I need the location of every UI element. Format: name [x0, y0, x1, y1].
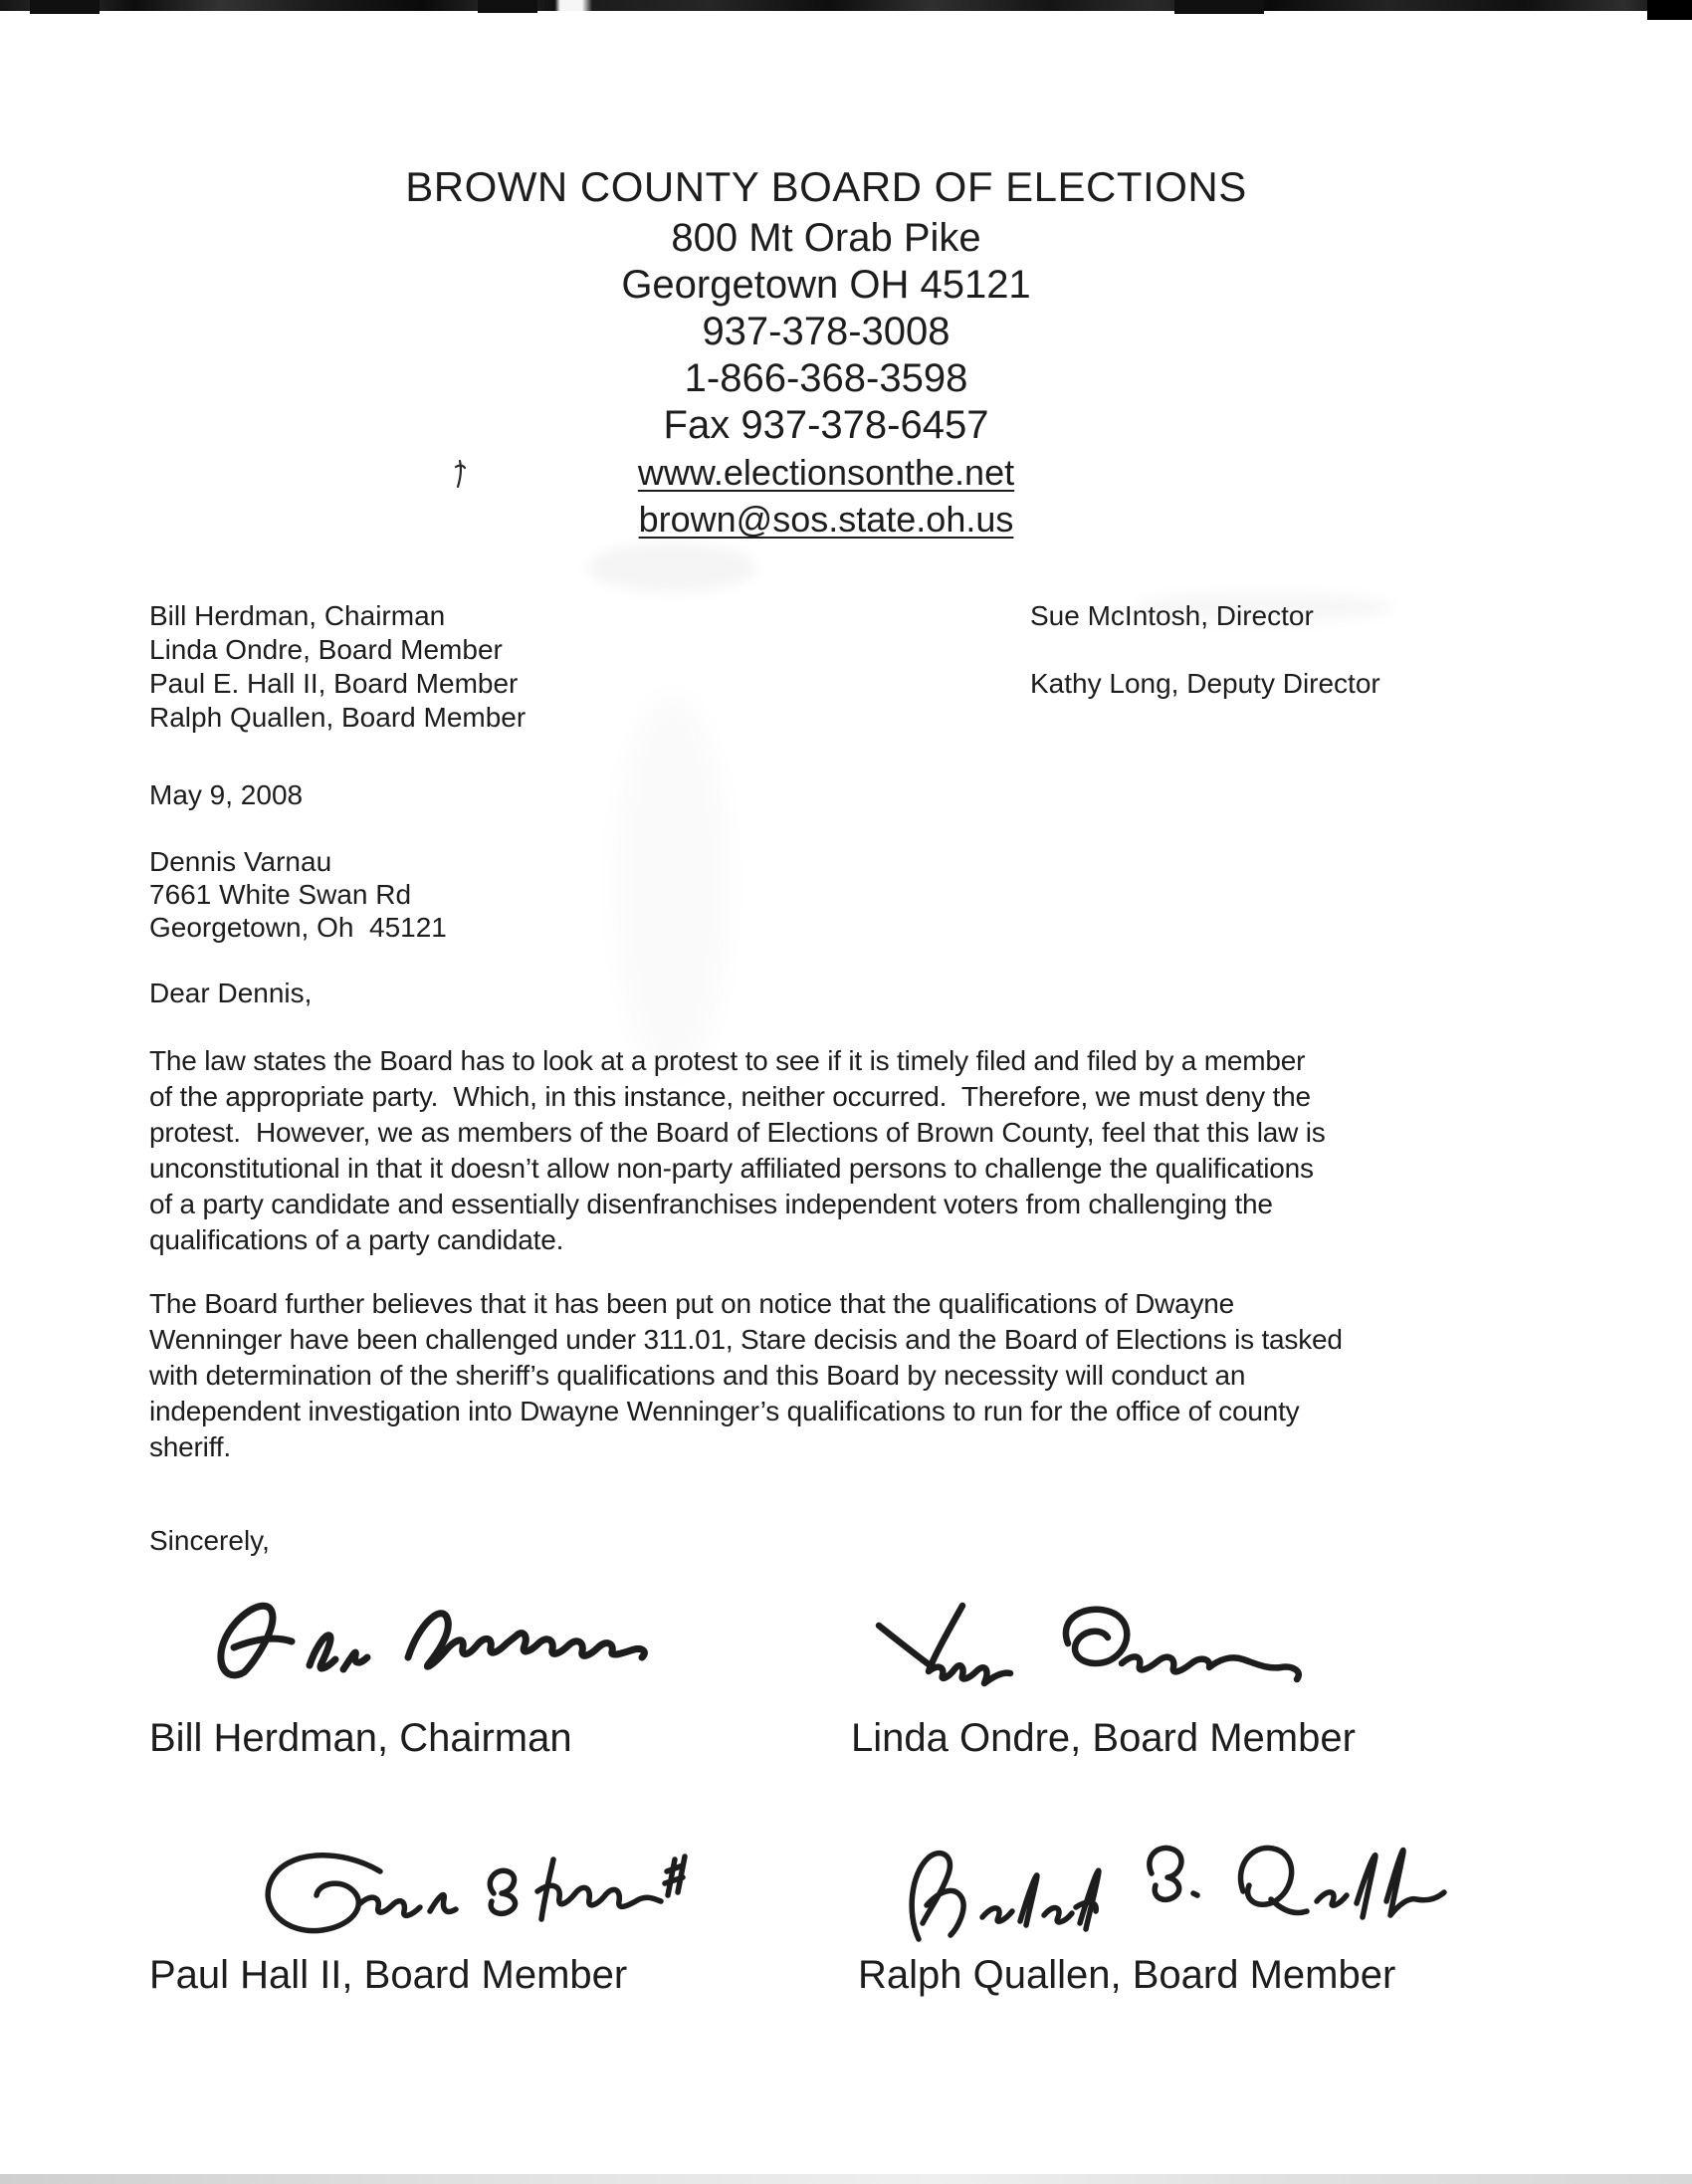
- signer-name-paul-hall: Paul Hall II, Board Member: [149, 1953, 628, 1997]
- board-members-list: [149, 599, 526, 735]
- paragraph-line: independent investigation into Dwayne Wenninger’s qualifications to run for the office of county: [149, 1396, 1300, 1426]
- email-link[interactable]: brown@sos.state.oh.us: [638, 499, 1014, 540]
- signer-name-bill-herdman: Bill Herdman, Chairman: [149, 1716, 572, 1760]
- signer-name-linda-ondre: Linda Ondre, Board Member: [851, 1716, 1356, 1760]
- paragraph-line: unconstitutional in that it doesn’t allow non-party affiliated persons to challenge the qualifications: [149, 1153, 1314, 1184]
- board-member-line: Paul E. Hall II, Board Member: [149, 668, 519, 699]
- paragraph-line: qualifications of a party candidate.: [149, 1224, 564, 1255]
- scan-artifact-top-strip: [0, 0, 1692, 11]
- phone-local: 937-378-3008: [702, 310, 951, 353]
- recipient-address: [149, 845, 447, 944]
- address-line-2: Georgetown OH 45121: [621, 263, 1031, 307]
- recipient-line: 7661 White Swan Rd: [149, 879, 412, 910]
- signature-linda-ondre: [871, 1598, 1349, 1697]
- paragraph-2: [149, 1286, 1343, 1465]
- deputy-director-line: Kathy Long, Deputy Director: [1030, 668, 1380, 699]
- closing: Sincerely,: [149, 1525, 270, 1556]
- paragraph-line: The Board further believes that it has been put on notice that the qualifications of Dwayne: [149, 1288, 1235, 1319]
- scan-artifact-chunk: [30, 0, 100, 14]
- paragraph-line: sheriff.: [149, 1431, 231, 1462]
- board-member-line: Bill Herdman, Chairman: [149, 600, 446, 631]
- salutation: Dear Dennis,: [149, 978, 313, 1008]
- scan-artifact-bottom-strip: [0, 2174, 1692, 2184]
- address-line-1: 800 Mt Orab Pike: [671, 216, 981, 260]
- paragraph-1: [149, 1043, 1326, 1258]
- phone-tollfree: 1-866-368-3598: [684, 356, 968, 400]
- signature-paul-hall: [259, 1842, 697, 1946]
- signer-name-ralph-quallen: Ralph Quallen, Board Member: [858, 1953, 1396, 1997]
- scan-artifact-chunk: [1174, 0, 1264, 14]
- scan-smudge: [587, 543, 756, 592]
- director-line: Sue McIntosh, Director: [1030, 600, 1314, 631]
- paragraph-line: The law states the Board has to look at a protest to see if it is timely filed and filed by a member: [149, 1045, 1306, 1076]
- signature-bill-herdman: [214, 1578, 662, 1702]
- recipient-line: Georgetown, Oh 45121: [149, 912, 447, 943]
- paragraph-line: of the appropriate party. Which, in this instance, neither occurred. Therefore, we must deny the: [149, 1081, 1311, 1112]
- fax-line: Fax 937-378-6457: [663, 403, 989, 447]
- org-name: BROWN COUNTY BOARD OF ELECTIONS: [405, 163, 1247, 210]
- letterhead: [0, 159, 1652, 543]
- letter-date: May 9, 2008: [149, 779, 304, 810]
- paragraph-line: protest. However, we as members of the Board of Elections of Brown County, feel that this law is: [149, 1117, 1326, 1148]
- board-member-line: Linda Ondre, Board Member: [149, 634, 503, 665]
- scan-artifact-corner-block: [1647, 0, 1692, 20]
- board-member-line: Ralph Quallen, Board Member: [149, 702, 527, 733]
- website-link[interactable]: www.electionsonthe.net: [637, 452, 1015, 493]
- paragraph-line: of a party candidate and essentially disenfranchises independent voters from challenging the: [149, 1189, 1273, 1219]
- signature-ralph-quallen: [901, 1830, 1448, 1949]
- recipient-line: Dennis Varnau: [149, 846, 332, 877]
- paragraph-line: with determination of the sheriff’s qualifications and this Board by necessity will conduct an: [149, 1360, 1246, 1391]
- paragraph-line: Wenninger have been challenged under 311.01, Stare decisis and the Board of Elections is tasked: [149, 1324, 1343, 1355]
- scan-smudge: [617, 697, 727, 1075]
- scan-artifact-chunk: [478, 0, 537, 13]
